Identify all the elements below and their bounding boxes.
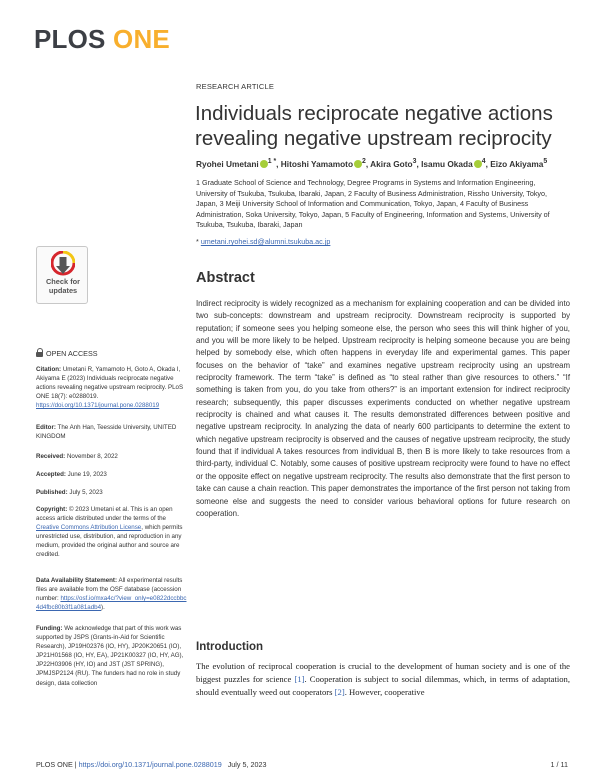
footer-journal: PLOS ONE [36,760,73,769]
published-label: Published: [36,489,68,496]
data-availability-post: ). [101,604,105,612]
copyright-text-post: , which permits unrestricted use, distribution, and reproduction in any medium, provided the original author and source are credited. [36,524,183,559]
author-affil-sup: 3 [412,158,417,165]
author-affil-sup: 4 [481,158,486,165]
logo-one: ONE [113,24,170,54]
orcid-icon[interactable] [354,160,362,168]
introduction-heading: Introduction [196,641,264,653]
data-availability-block [36,576,188,612]
author-list: Ryohei Umetani $^{1 *}$, Hitoshi Yamamoto $^2$, Akira Goto$^3$, Isamu Okada $^4$, Eizo Akiyama$^5$ [196,158,548,169]
funding-block [36,624,188,688]
footer-doi-link[interactable]: https://doi.org/10.1371/journal.pone.0288019 [78,760,222,769]
accepted-label: Accepted: [36,471,66,478]
email-marker: * [196,237,199,246]
abstract-heading: Abstract [196,270,255,286]
orcid-icon[interactable] [474,160,482,168]
received-date: November 8, 2022 [66,453,118,460]
intro-text-3: . However, cooperative [344,687,425,697]
author-akiyama[interactable] [490,159,547,169]
osf-link[interactable]: https://osf.io/mxa4c/?view_only=e0822dccbbc4d4fbc80b3f1a081adb4 [36,595,187,612]
page-footer [36,760,568,769]
published-date: July 5, 2023 [69,489,103,496]
page-number: 1 / 11 [550,760,568,769]
badge-label [37,278,89,295]
badge-line-1: Check for [45,277,81,286]
footer-date: July 5, 2023 [227,760,267,769]
citation-link-1[interactable]: [1] [294,674,305,684]
license-link[interactable]: Creative Commons Attribution License [36,524,142,532]
copyright-label: Copyright: [36,506,68,513]
journal-logo [34,26,170,52]
citation-block [36,365,188,410]
accepted-date: June 19, 2023 [67,471,107,478]
editor-block [36,423,188,441]
author-affil-sup: 1 * [267,158,277,165]
open-lock-icon [36,348,43,357]
badge-line-2: updates [48,285,78,295]
corresponding-email [196,237,330,246]
open-access-label [36,348,98,358]
received-block [36,452,188,461]
orcid-icon[interactable] [260,160,268,168]
data-availability-text: All experimental results files are available from the OSF database (accession number: [36,577,183,603]
open-access-text: OPEN ACCESS [46,349,98,358]
intro-text-1: The evolution of reciprocal cooperation is crucial to the development of human society and is one of the biggest puzzles for science [196,661,570,684]
author-name: Hitoshi Yamamoto [280,158,354,169]
logo-plos: PLOS [34,24,106,54]
copyright-text-pre: © 2023 Umetani et al. This is an open access article distributed under the terms of the [36,506,173,523]
citation-link-2[interactable]: [2] [334,687,345,697]
author-okada[interactable] [421,159,486,169]
data-availability-label: Data Availability Statement: [36,577,118,584]
author-name: Eizo Akiyama [490,158,544,169]
citation-label: Citation: [36,366,62,373]
received-label: Received: [36,453,66,460]
accepted-block [36,470,188,479]
author-name: Isamu Okada [421,158,473,169]
author-affil-sup: 2 [362,158,366,165]
article-title: Individuals reciprocate negative actions revealing negative upstream reciprocity [195,102,553,150]
editor-text: The Anh Han, Teesside University, UNITED KINGDOM [36,424,177,441]
funding-label: Funding: [36,625,63,632]
author-affil-sup: 5 [543,158,548,165]
copyright-block [36,505,188,560]
author-name: Ryohei Umetani [196,158,259,169]
author-goto[interactable] [370,159,416,169]
funding-text: We acknowledge that part of this work was supported by JSPS (Grants-in-Aid for Scientific Research), JP19H02376 (IO, HY), JP20K20651 (IO), JP21H01568 (IO, HY, EA), JP21K00327 (IO, HY, AG), JP22H03906 (HY, IO) and JST (JST SPRING), JPMJSP2124 (RU). The funders had no role in study design, data collection [36,625,184,687]
introduction-text [196,660,570,699]
abstract-text: Indirect reciprocity is widely recognized as a mechanism for explaining cooperation and can be divided into two sub-concepts: downstream and upstream reciprocity. Downstream reciprocity is supported by reputation; if someone sees you helping someone else, the person who sees this will think higher of you, and you will be more likely to be helped. Upstream reciprocity is helping someone because you are being helped by somebody else, which often happens in everyday life and experimental games. This paper focuses on the behavior of “take” and examines negative upstream reciprocity using an upstream reciprocity framework. The term “take” is defined as “to steal rather than give resources to others.” “If something is taken from you, do you take from others?” is an important extension for indirect reciprocity research; subsequently, this paper discusses experiments conducted on whether negative upstream reciprocity is chained and what causes it. The results demonstrated differences between positive and negative upstream reciprocity. In analyzing the data of nearly 600 participants to determine the extent to which negative upstream reciprocity is observed and the causes of negative upstream reciprocity, the study found that if individual A takes resources from individual B, then B is more likely to take resources from a third-party, individual C. Notably, some causes of positive upstream reciprocity were found to have no effect or the opposite effect on negative upstream reciprocity. The results also demonstrate that the first person to take can cause a chain reaction. This paper demonstrates the importance of the first person not taking from someone else and suggests the need to consider various behavioral options for future research on cooperation. [196,299,570,518]
check-updates-icon [51,251,75,277]
article-type-label: RESEARCH ARTICLE [196,82,275,91]
published-block [36,488,188,497]
footer-separator: | [74,760,77,769]
author-name: Akira Goto [370,158,413,169]
email-link[interactable]: umetani.ryohei.sd@alumni.tsukuba.ac.jp [200,237,331,246]
author-yamamoto[interactable] [281,159,366,169]
check-for-updates-badge[interactable] [36,246,88,304]
intro-text-2: . Cooperation is subject to social dilemmas, which, in terms of adaptation, should eventually weed out cooperators [196,674,570,697]
citation-doi-link[interactable]: https://doi.org/10.1371/journal.pone.0288019 [36,402,160,410]
citation-text: Umetani R, Yamamoto H, Goto A, Okada I, Akiyama E (2023) Individuals reciprocate negative actions revealing negative upstream reciprocity. PLoS ONE 18(7): e0288019. [36,366,184,401]
editor-label: Editor: [36,424,56,431]
author-umetani[interactable] [196,159,276,169]
affiliations: 1 Graduate School of Science and Technology, Degree Programs in Systems and Information Engineering, University of Tsukuba, Tsukuba, Ibaraki, Japan, 2 Faculty of Business Administration, Rissho University, Tokyo, Japan, 3 Meiji University School of Information and Communication, Tokyo, Japan, 4 Faculty of Business Administration, Soka University, Tokyo, Japan, 5 Faculty of Engineering, Information and Systems, University of Tsukuba, Tsukuba, Ibaraki, Japan [196,178,550,230]
